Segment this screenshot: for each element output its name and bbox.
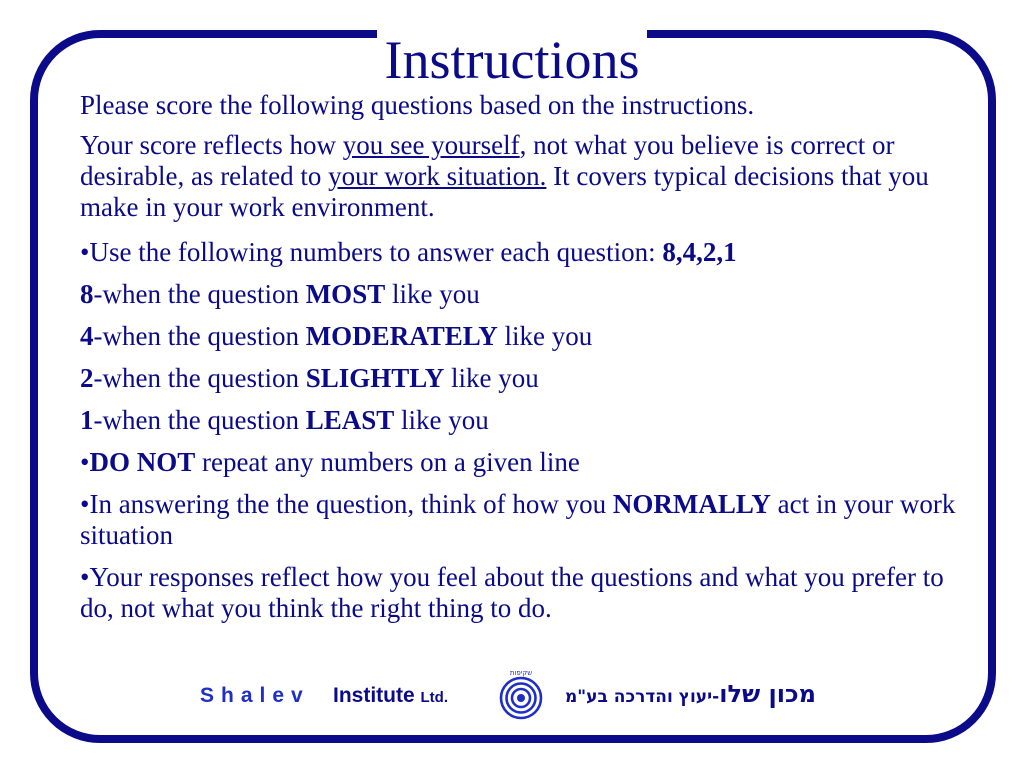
numbers-values: 8,4,2,1: [662, 237, 737, 267]
scale-row-4: [80, 321, 980, 352]
scale-level: LEAST: [305, 405, 395, 435]
scale-number: 1: [80, 405, 94, 435]
brand-institute: [333, 684, 448, 708]
scale-suffix: like you: [385, 279, 480, 309]
page-title: [0, 28, 1024, 92]
normally-bullet: [80, 489, 980, 551]
logo-caption: שקיפות: [509, 669, 533, 677]
numbers-bullet: [80, 237, 980, 268]
numbers-bullet-text: •Use the following numbers to answer each question:: [80, 237, 663, 267]
scale-prefix: -when the question: [93, 279, 306, 309]
scale-prefix: -when the question: [93, 321, 306, 351]
scale-row-1: [80, 405, 980, 436]
do-not-rest: repeat any numbers on a given line: [195, 447, 580, 477]
hebrew-tagline: -יעוץ והדרכה בע"מ: [565, 687, 720, 707]
instructions-body: [80, 90, 980, 624]
intro-line: Please score the following questions based on the instructions.: [80, 90, 755, 120]
scale-row-2: [80, 363, 980, 394]
score-paragraph: [80, 130, 980, 223]
work-situation-underline: your work situation.: [328, 161, 547, 191]
scale-prefix: -when the question: [93, 363, 306, 393]
scale-number: 2: [80, 363, 94, 393]
page-title-text: Instructions: [377, 30, 648, 90]
scale-row-8: [80, 279, 980, 310]
scale-number: 8: [80, 279, 94, 309]
institute-logo-icon: [494, 666, 548, 720]
responses-bullet: •Your responses reflect how you feel about the questions and what you prefer to do, not what you think the right thing to do.: [80, 562, 944, 623]
normally-pre: •In answering the the question, think of how you: [80, 489, 613, 519]
bullet-mark: •: [80, 447, 90, 477]
ltd-label: Ltd.: [420, 689, 449, 706]
scale-level: MODERATELY: [305, 321, 498, 351]
scale-suffix: like you: [394, 405, 489, 435]
do-not-bold: DO NOT: [89, 447, 196, 477]
scale-suffix: like you: [444, 363, 539, 393]
scale-number: 4: [80, 321, 94, 351]
institute-label: Institute: [333, 684, 415, 707]
brand-name: Shalev: [200, 684, 310, 707]
footer: [0, 669, 1024, 728]
you-see-yourself-underline: you see yourself: [342, 130, 520, 160]
hebrew-name: מכון שלו: [719, 680, 816, 708]
score-paragraph-part2: , not what you believe is correct or desirable, as related to: [80, 130, 895, 191]
hebrew-institute-name: [565, 680, 816, 708]
score-paragraph-part1: Your score reflects how: [80, 130, 343, 160]
score-paragraph-part3: It covers typical decisions that you make in your work environment.: [80, 161, 929, 222]
scale-level: MOST: [305, 279, 386, 309]
normally-post: act in your work situation: [80, 489, 956, 550]
normally-bold: NORMALLY: [612, 489, 771, 519]
do-not-bullet: [80, 447, 980, 478]
scale-prefix: -when the question: [93, 405, 306, 435]
scale-suffix: like you: [497, 321, 593, 351]
scale-level: SLIGHTLY: [305, 363, 445, 393]
